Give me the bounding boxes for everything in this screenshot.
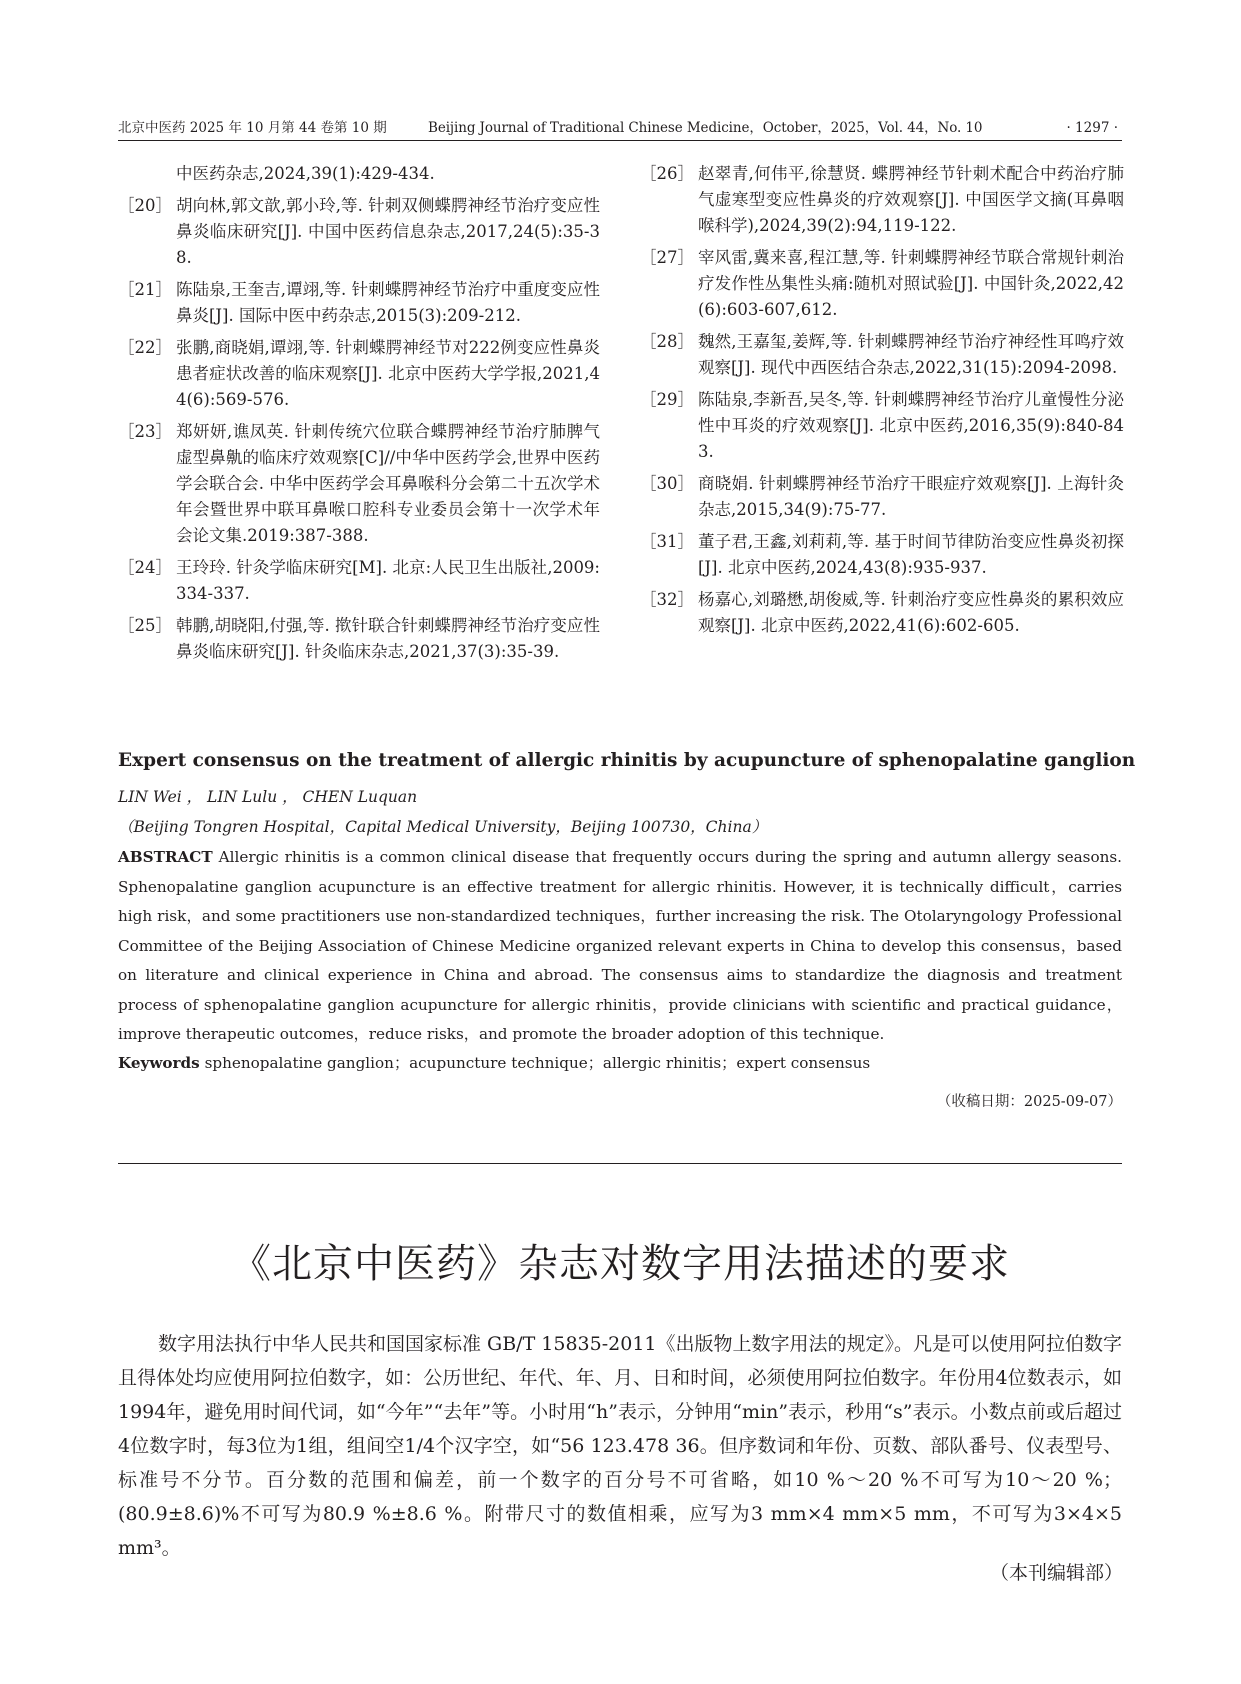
received-date: （收稿日期：2025-09-07） — [936, 1094, 1122, 1110]
english-affiliation: （Beijing Tongren Hospital，Capital Medical University，Beijing 100730，China） — [118, 818, 768, 836]
reference-number: ［29］ — [640, 390, 694, 409]
references-right-column — [640, 161, 1124, 645]
keywords-text: sphenopalatine ganglion；acupuncture technique；allergic rhinitis；expert consensus — [204, 1054, 871, 1072]
reference-text: 杨嘉心,刘璐懋,胡俊威,等. 针刺治疗变应性鼻炎的累积效应观察[J]. 北京中医药,2022,41(6):602-605. — [698, 590, 1124, 635]
reference-item — [118, 277, 600, 329]
abstract-label: ABSTRACT — [118, 848, 213, 866]
reference-text: 陈陆泉,王奎吉,谭翊,等. 针刺蝶腭神经节治疗中重度变应性鼻炎[J]. 国际中医中药杂志,2015(3):209-212. — [176, 280, 600, 325]
header-rule — [118, 140, 1122, 141]
reference-item — [118, 335, 600, 413]
reference-text: 郑妍妍,谯凤英. 针刺传统穴位联合蝶腭神经节治疗肺脾气虚型鼻鼽的临床疗效观察[C]//中华中医药学会,世界中医药学会联合会. 中华中医药学会耳鼻喉科分会第二十五次学术年会暨世界中联耳鼻喉口腔科专业委员会第十一次学术年会论文集.2019:387-388. — [176, 422, 600, 545]
reference-text: 宰风雷,冀来喜,程江慧,等. 针刺蝶腭神经节联合常规针刺治疗发作性丛集性头痛:随机对照试验[J]. 中国针灸,2022,42(6):603-607,612. — [698, 248, 1124, 319]
page-number: · 1297 · — [1066, 120, 1118, 136]
reference-text: 王玲玲. 针灸学临床研究[M]. 北京:人民卫生出版社,2009:334-337. — [176, 558, 600, 603]
reference-text: 董子君,王鑫,刘莉莉,等. 基于时间节律防治变应性鼻炎初探[J]. 北京中医药,2024,43(8):935-937. — [698, 532, 1124, 577]
english-authors: LIN Wei ， LIN Lulu ， CHEN Luquan — [118, 788, 418, 806]
reference-item — [640, 529, 1124, 581]
journal-en-title: Beijing Journal of Traditional Chinese Medicine，October，2025，Vol. 44，No. 10 — [428, 120, 983, 136]
reference-item — [640, 329, 1124, 381]
notice-signature: （本刊编辑部） — [989, 1562, 1123, 1584]
journal-cn-title: 北京中医药 2025 年 10 月第 44 卷第 10 期 — [118, 120, 387, 136]
english-abstract — [118, 843, 1122, 1050]
reference-text: 中医药杂志,2024,39(1):429-434. — [176, 164, 435, 183]
running-header — [118, 116, 1122, 140]
reference-number: ［23］ — [118, 422, 172, 441]
reference-item — [118, 419, 600, 549]
english-keywords — [118, 1052, 870, 1073]
reference-text: 韩鹏,胡晓阳,付强,等. 揿针联合针刺蝶腭神经节治疗变应性鼻炎临床研究[J]. 针灸临床杂志,2021,37(3):35-39. — [176, 616, 600, 661]
reference-item — [118, 161, 600, 187]
reference-item — [640, 587, 1124, 639]
reference-item — [640, 161, 1124, 239]
reference-item — [640, 471, 1124, 523]
section-divider — [118, 1163, 1122, 1164]
reference-number: ［22］ — [118, 338, 172, 357]
reference-text: 商晓娟. 针刺蝶腭神经节治疗干眼症疗效观察[J]. 上海针灸杂志,2015,34(9):75-77. — [698, 474, 1124, 519]
reference-text: 陈陆泉,李新吾,吴冬,等. 针刺蝶腭神经节治疗儿童慢性分泌性中耳炎的疗效观察[J]. 北京中医药,2016,35(9):840-843. — [698, 390, 1124, 461]
reference-text: 魏然,王嘉玺,姜辉,等. 针刺蝶腭神经节治疗神经性耳鸣疗效观察[J]. 现代中西医结合杂志,2022,31(15):2094-2098. — [698, 332, 1124, 377]
reference-number: ［28］ — [640, 332, 694, 351]
reference-text: 胡向林,郭文歆,郭小玲,等. 针刺双侧蝶腭神经节治疗变应性鼻炎临床研究[J]. 中国中医药信息杂志,2017,24(5):35-38. — [176, 196, 600, 267]
reference-item — [640, 245, 1124, 323]
reference-number: ［31］ — [640, 532, 694, 551]
reference-number: ［26］ — [640, 164, 694, 183]
reference-number: ［32］ — [640, 590, 694, 609]
reference-item — [640, 387, 1124, 465]
reference-number: ［25］ — [118, 616, 172, 635]
reference-item — [118, 613, 600, 665]
notice-body: 数字用法执行中华人民共和国国家标准 GB/T 15835-2011《出版物上数字用法的规定》。凡是可以使用阿拉伯数字且得体处均应使用阿拉伯数字，如：公历世纪、年代、年、月、日和时间，必须使用阿拉伯数字。年份用4位数表示，如1994年，避免用时间代词，如“今年”“去年”等。小时用“h”表示，分钟用“min”表示，秒用“s”表示。小数点前或后超过4位数字时，每3位为1组，组间空1/4个汉字空，如“56 123.478 36。但序数词和年份、页数、部队番号、仪表型号、标准号不分节。百分数的范围和偏差，前一个数字的百分号不可省略，如10 %～20 %不可写为10～20 %；(80.9±8.6)%不可写为80.9 %±8.6 %。附带尺寸的数值相乘，应写为3 mm×4 mm×5 mm，不可写为3×4×5 mm³。 — [118, 1333, 1123, 1559]
reference-number: ［21］ — [118, 280, 172, 299]
reference-number: ［20］ — [118, 196, 172, 215]
reference-item — [118, 555, 600, 607]
references-left-column — [118, 161, 600, 671]
abstract-text: Allergic rhinitis is a common clinical disease that frequently occurs during the spring and autumn allergy seasons. Sphenopalatine ganglion acupuncture is an effective treatment for allergic rhinitis. However, it is technically difficult，carries high risk，and some practitioners use non-standardized techniques，further increasing the risk. The Otolaryngology Professional Committee of the Beijing Association of Chinese Medicine organized relevant experts in China to develop this consensus，based on literature and clinical experience in China and abroad. The consensus aims to standardize the diagnosis and treatment process of sphenopalatine ganglion acupuncture for allergic rhinitis，provide clinicians with scientific and practical guidance，improve therapeutic outcomes，reduce risks，and promote the broader adoption of this technique. — [118, 848, 1123, 1043]
reference-number: ［30］ — [640, 474, 694, 493]
reference-number: ［24］ — [118, 558, 172, 577]
reference-item — [118, 193, 600, 271]
reference-number: ［27］ — [640, 248, 694, 267]
keywords-label: Keywords — [118, 1054, 200, 1072]
english-title: Expert consensus on the treatment of allergic rhinitis by acupuncture of sphenopalatine ganglion — [118, 750, 1136, 771]
reference-text: 张鹏,商晓娟,谭翊,等. 针刺蝶腭神经节对222例变应性鼻炎患者症状改善的临床观察[J]. 北京中医药大学学报,2021,44(6):569-576. — [176, 338, 600, 409]
reference-text: 赵翠青,何伟平,徐慧贤. 蝶腭神经节针刺术配合中药治疗肺气虚寒型变应性鼻炎的疗效观察[J]. 中国医学文摘(耳鼻咽喉科学),2024,39(2):94,119-122. — [698, 164, 1124, 235]
notice-title: 《北京中医药》杂志对数字用法描述的要求 — [231, 1241, 1010, 1287]
